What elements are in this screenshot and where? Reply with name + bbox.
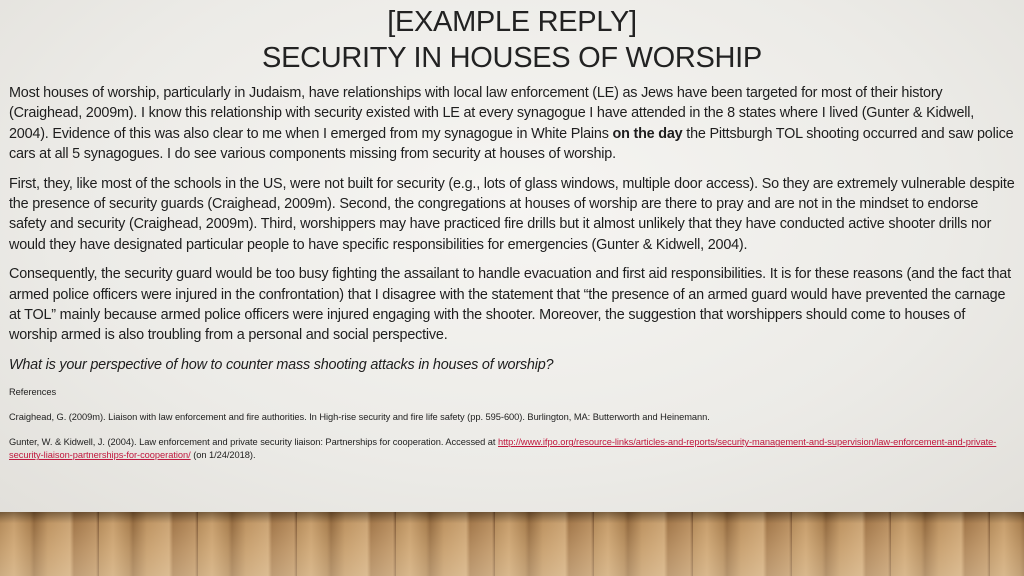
reference-2-text-a: Gunter, W. & Kidwell, J. (2004). Law enforcement and private security liaison: Partnerships for cooperation. Accessed at <box>9 437 498 448</box>
references-section <box>9 386 1015 462</box>
reference-2 <box>9 436 1015 462</box>
reference-2-link[interactable]: http://www.ifpo.org/resource-links/articles-and-reports/security-management-and-supervision/law-enforcement-and-private-security-liaison-partnerships-for-cooperation/ <box>9 437 997 461</box>
slide-title <box>0 4 1024 76</box>
title-line-1: [EXAMPLE REPLY] <box>387 6 637 38</box>
wood-floor-decoration <box>0 512 1024 576</box>
reference-1: Craighead, G. (2009m). Liaison with law enforcement and fire authorities. In High-rise security and fire life safety (pp. 595-600). Burlington, MA: Butterworth and Heinemann. <box>9 412 710 423</box>
paragraph-1-text-a: Most houses of worship, particularly in Judaism, have relationships with local law enforcement (LE) as Jews have been targeted for most of their history (Craighead, 2009m). I know this relationship with security existed with LE at every synagogue I have attended in the 8 states where I lived (Gunter & Kidwell, 2004). Evidence of this was also clear to me when I emerged from my synagogue in White Plains <box>9 85 975 142</box>
title-line-2: SECURITY IN HOUSES OF WORSHIP <box>262 42 762 74</box>
paragraph-1-bold: on the day <box>612 125 683 142</box>
paragraph-2: First, they, like most of the schools in the US, were not built for security (e.g., lots of glass windows, multiple door access). So they are extremely vulnerable despite the presence of security guards (Craighead, 2009m). Second, the congregations at houses of worship are there to pray and are not in the mindset to endorse safety and security (Craighead, 2009m). Third, worshippers may have practiced fire drills but it almost unlikely that they have conducted active shooter drills nor would they have designated particular people to have specific responsibilities for emergencies (Gunter & Kidwell, 2004). <box>9 175 1015 253</box>
paragraph-1 <box>9 83 1015 165</box>
paragraph-1-text-b: the Pittsburgh TOL shooting occurred and saw police cars at all 5 synagogues. I do see various components missing from security at houses of worship. <box>9 125 1014 163</box>
paragraph-3: Consequently, the security guard would be too busy fighting the assailant to handle evacuation and first aid responsibilities. It is for these reasons (and the fact that armed police officers were injured in the confrontation) that I disagree with the statement that “the presence of an armed guard would have prevented the carnage at TOL” mainly because armed police officers were injured engaging with the shooter. Moreover, the suggestion that worshippers should come to houses of worship armed is also troubling from a personal and social perspective. <box>9 266 1011 344</box>
slide-body <box>9 83 1015 474</box>
reference-2-text-b: (on 1/24/2018). <box>190 450 256 461</box>
discussion-question: What is your perspective of how to counter mass shooting attacks in houses of worship? <box>9 356 554 373</box>
references-heading: References <box>9 387 57 398</box>
